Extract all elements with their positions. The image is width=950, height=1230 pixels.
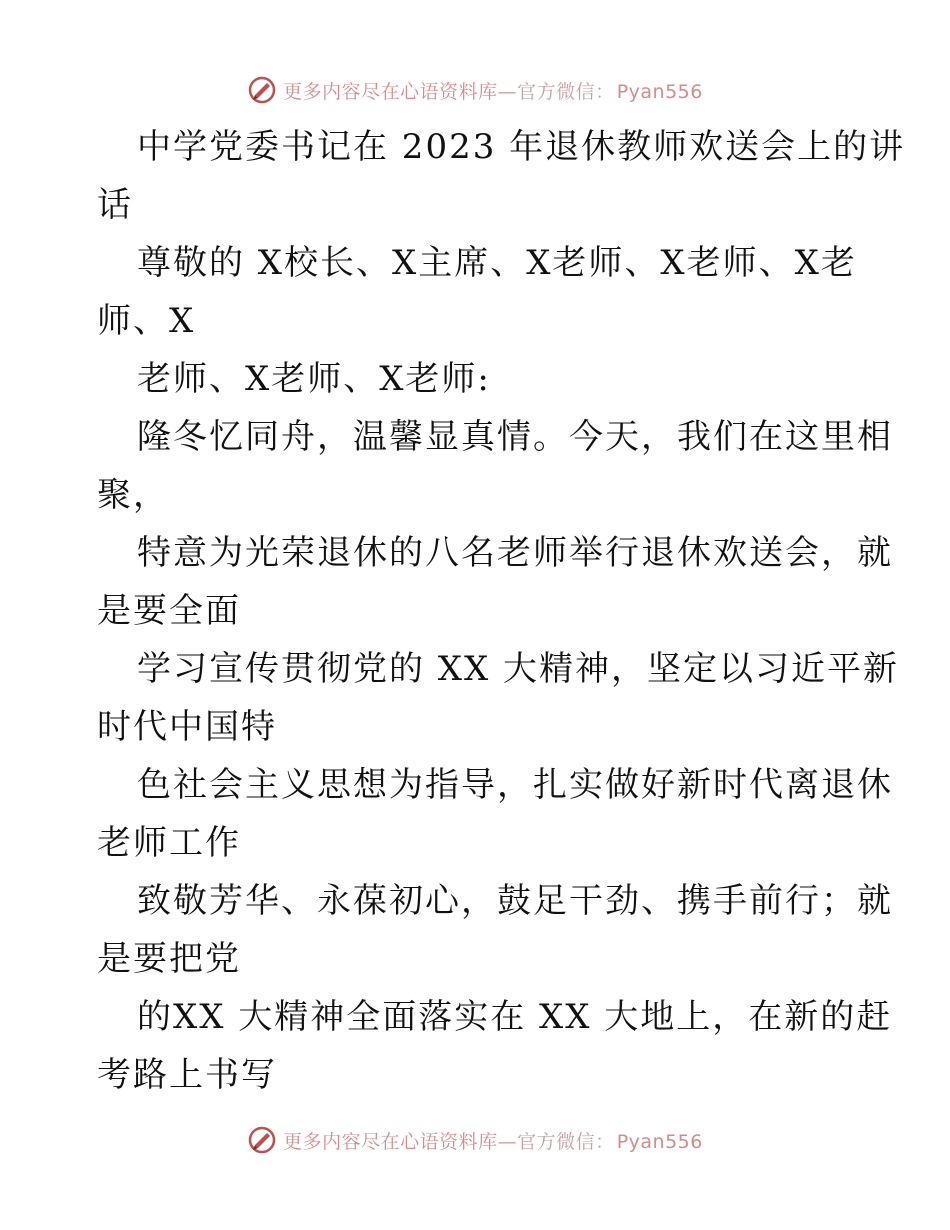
- line-text: 色社会主义思想为指导，扎实做好新时代离退休: [137, 765, 893, 805]
- watermark-separator: —官方微信：: [497, 80, 615, 103]
- document-body: [97, 118, 906, 1104]
- line-continuation: 话: [97, 185, 133, 225]
- paragraph-line: [97, 640, 900, 756]
- watermark-separator: —官方微信：: [497, 1130, 615, 1153]
- paragraph-line: [97, 408, 893, 524]
- paragraph-line: [97, 350, 857, 408]
- line-continuation: 是要全面: [97, 591, 241, 631]
- paragraph-line: [97, 118, 906, 234]
- paragraph-line: [97, 756, 893, 872]
- paragraph-line: [97, 872, 893, 988]
- watermark-text: [283, 1127, 703, 1154]
- paragraph-line: [97, 234, 857, 350]
- line-text: 老师、X老师、X老师:: [137, 359, 491, 399]
- watermark-site: 更多内容尽在心语资料库: [283, 80, 498, 103]
- line-text: 尊敬的 X校长、X主席、X老师、X老师、X老: [137, 243, 857, 283]
- watermark-text: [283, 77, 703, 104]
- line-continuation: 考路上书写: [97, 1055, 277, 1095]
- line-continuation: 时代中国特: [97, 707, 277, 747]
- line-text: 特意为光荣退休的八名老师举行退休欢送会，就: [137, 533, 893, 573]
- watermark-wechat-id: Pyan556: [616, 1130, 703, 1153]
- line-text: 中学党委书记在 2023 年退休教师欢送会上的讲: [137, 127, 906, 167]
- watermark-site: 更多内容尽在心语资料库: [283, 1130, 498, 1153]
- paragraph-line: [97, 524, 893, 640]
- header-watermark: [0, 70, 950, 110]
- watermark-wechat-id: Pyan556: [616, 80, 703, 103]
- line-continuation: 是要把党: [97, 939, 241, 979]
- footer-watermark: [0, 1120, 950, 1160]
- pen-logo-icon: [247, 1125, 277, 1155]
- line-text: 的XX 大精神全面落实在 XX 大地上，在新的赶: [137, 997, 893, 1037]
- paragraph-line: [97, 988, 893, 1104]
- line-text: 隆冬忆同舟，温馨显真情。今天，我们在这里相: [137, 417, 893, 457]
- line-continuation: 聚，: [97, 475, 169, 515]
- line-continuation: 老师工作: [97, 823, 241, 863]
- pen-logo-icon: [247, 75, 277, 105]
- line-continuation: 师、X: [97, 301, 196, 341]
- line-text: 致敬芳华、永葆初心，鼓足干劲、携手前行；就: [137, 881, 893, 921]
- line-text: 学习宣传贯彻党的 XX 大精神，坚定以习近平新: [137, 649, 900, 689]
